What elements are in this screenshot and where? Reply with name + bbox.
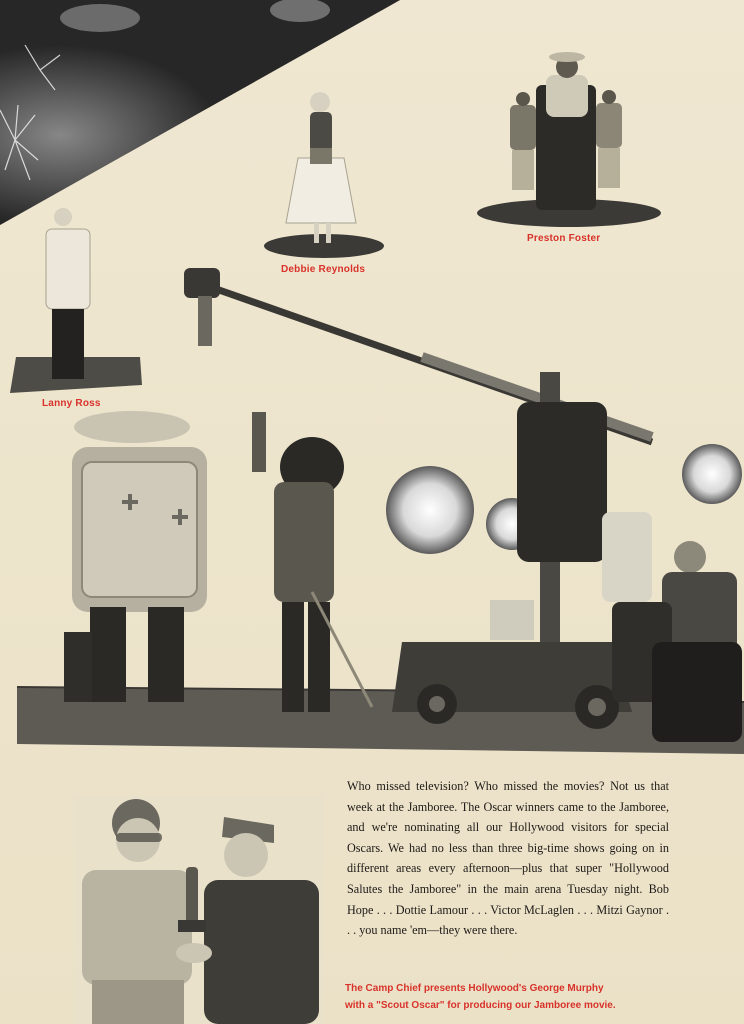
caption-lanny-ross: Lanny Ross xyxy=(42,398,101,409)
bottom-caption-line1: The Camp Chief presents Hollywood's George Murphy xyxy=(345,983,604,994)
george-murphy-oscar-photo xyxy=(74,795,324,1024)
bottom-caption xyxy=(345,980,675,1014)
article-body: Who missed television? Who missed the movies? Not us that week at the Jamboree. The Oscar winners came to the Jamboree, and we're nominating all our Hollywood visitors for special Oscars. We had no less than three big-time shows going on in different areas every afternoon—plus that super "Hollywood Salutes the Jamboree" in the main arena Tuesday night. Bob Hope . . . Dottie Lamour . . . Victor McLaglen . . . Mitzi Gaynor . . . you name 'em—they were there. xyxy=(347,779,669,938)
caption-debbie-reynolds: Debbie Reynolds xyxy=(281,264,366,275)
caption-preston-foster: Preston Foster xyxy=(527,233,601,244)
bottom-caption-line2: with a "Scout Oscar" for producing our Jamboree movie. xyxy=(345,1000,616,1011)
debbie-reynolds-photo xyxy=(264,88,388,260)
stage-camera-crane-photo xyxy=(12,262,744,757)
preston-foster-photo xyxy=(476,45,662,230)
